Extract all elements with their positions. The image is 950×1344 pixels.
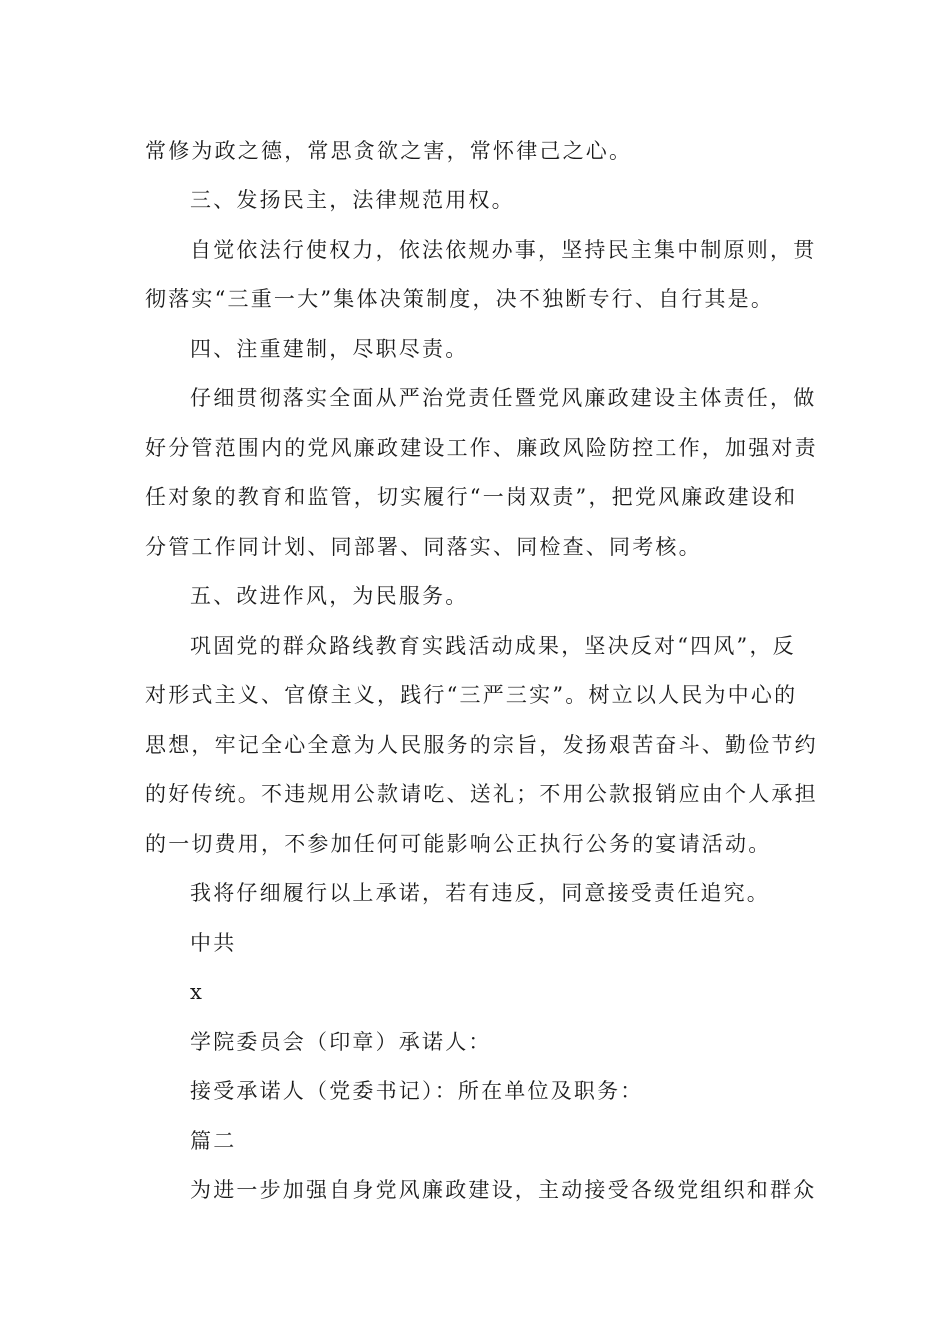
body-text-line: 的一切费用，不参加任何可能影响公正执行公务的宴请活动。 [145,832,772,856]
signature-line: x [190,980,205,1004]
signature-line: 中共 [190,931,237,955]
body-text-line: 我将仔细履行以上承诺，若有违反，同意接受责任追究。 [190,881,770,905]
section-heading: 三、发扬民主，法律规范用权。 [190,188,515,212]
signature-line: 学院委员会（印章）承诺人： [190,1030,492,1054]
body-text-line: 常修为政之德，常思贪欲之害，常怀律己之心。 [145,139,633,163]
body-text-line: 任对象的教育和监管，切实履行“一岗双责”，把党风廉政建设和 [145,485,798,509]
body-text-line: 思想，牢记全心全意为人民服务的宗旨，发扬艰苦奋斗、勤俭节约 [145,733,818,757]
section-heading: 五、改进作风，为民服务。 [190,584,469,608]
body-text-line: 仔细贯彻落实全面从严治党责任暨党风廉政建设主体责任，做 [190,386,817,410]
body-text-line: 分管工作同计划、同部署、同落实、同检查、同考核。 [145,535,702,559]
body-text-line: 巩固党的群众路线教育实践活动成果，坚决反对“四风”，反 [190,634,796,658]
body-text-line: 好分管范围内的党风廉政建设工作、廉政风险防控工作，加强对责 [145,436,818,460]
body-text-line: 自觉依法行使权力，依法依规办事，坚持民主集中制原则，贯 [190,238,817,262]
section-heading: 四、注重建制，尽职尽责。 [190,337,469,361]
section-heading: 篇二 [190,1129,237,1153]
body-text-line: 为进一步加强自身党风廉政建设，主动接受各级党组织和群众 [190,1178,817,1202]
body-text-line: 的好传统。不违规用公款请吃、送礼；不用公款报销应由个人承担 [145,782,818,806]
body-text-line: 彻落实“三重一大”集体决策制度，决不独断专行、自行其是。 [145,287,775,311]
signature-line: 接受承诺人（党委书记）：所在单位及职务： [190,1079,644,1103]
body-text-line: 对形式主义、官僚主义，践行“三严三实”。树立以人民为中心的 [145,683,798,707]
